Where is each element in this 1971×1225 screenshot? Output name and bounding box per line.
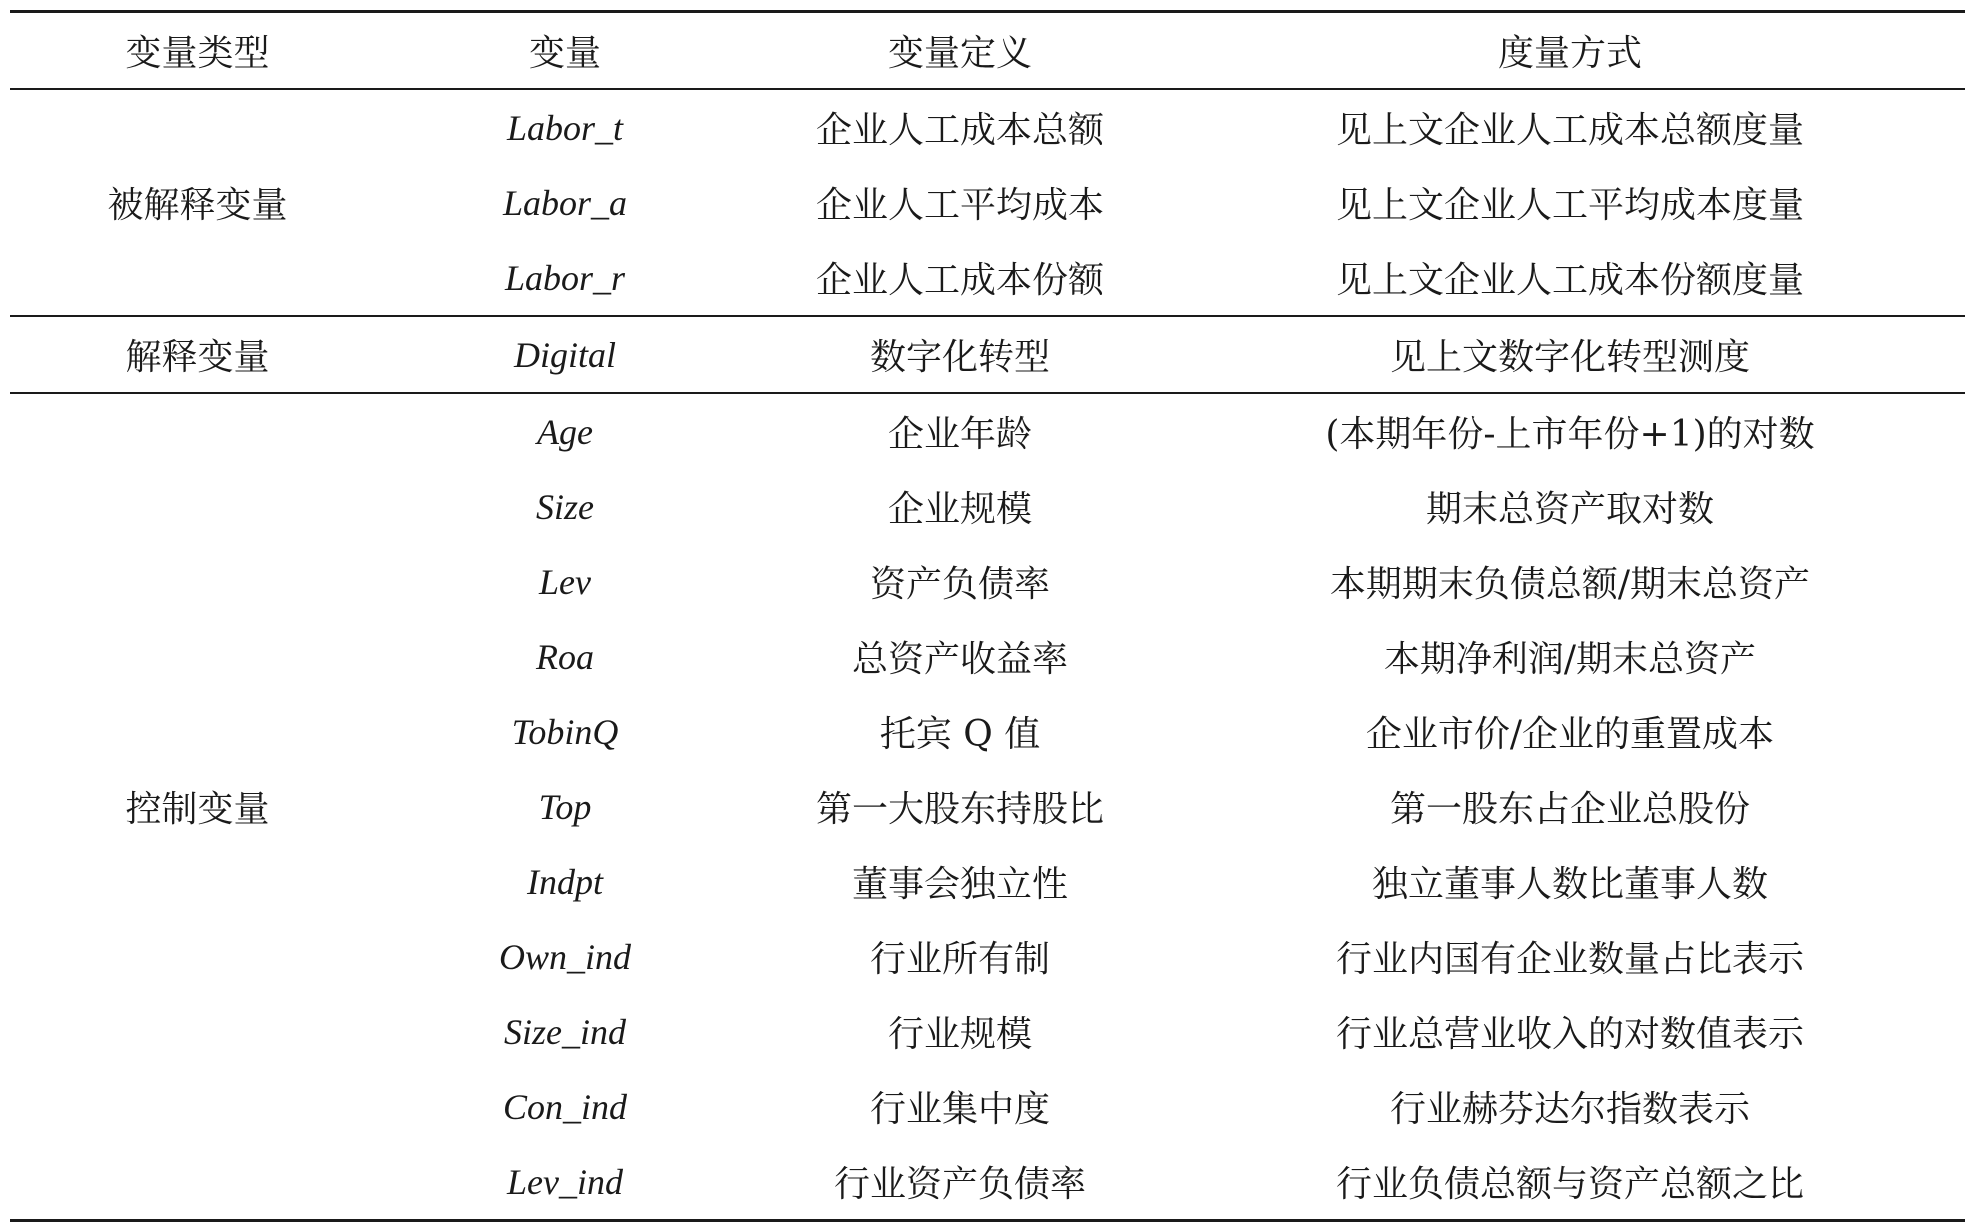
variable-definition-cell: 数字化转型	[869, 337, 1050, 378]
measurement-method-cell: 行业赫芬达尔指数表示	[1389, 1089, 1750, 1130]
measurement-method-cell: 企业市价/企业的重置成本	[1365, 714, 1775, 755]
variable-name-cell: TobinQ	[511, 711, 619, 752]
variable-name-cell: Roa	[536, 636, 594, 677]
measurement-method-cell: 本期净利润/期末总资产	[1383, 639, 1757, 680]
variable-name-cell: Lev	[539, 561, 591, 602]
variable-definition-cell: 第一大股东持股比	[815, 789, 1104, 830]
variable-definition-cell: 企业人工成本总额	[815, 110, 1104, 151]
table-row	[10, 316, 1965, 393]
measurement-method-cell: (本期年份-上市年份+1)的对数	[1325, 414, 1815, 455]
header-variable-type: 变量类型	[125, 33, 270, 74]
header-row	[10, 12, 1965, 90]
variable-name-cell: Lev_ind	[507, 1161, 623, 1202]
header-variable-definition: 变量定义	[887, 33, 1032, 74]
variable-definition-cell: 托宾 Q 值	[879, 714, 1041, 755]
variable-name-cell: Con_ind	[502, 1086, 627, 1127]
variable-name-cell: Indpt	[527, 861, 603, 902]
variable-definition-cell: 总资产收益率	[851, 639, 1068, 680]
measurement-method-cell: 第一股东占企业总股份	[1389, 789, 1750, 830]
measurement-method-cell: 见上文企业人工成本份额度量	[1335, 260, 1804, 301]
measurement-method-cell: 行业内国有企业数量占比表示	[1335, 939, 1804, 980]
header-variable: 变量	[528, 33, 601, 74]
variable-definition-cell: 资产负债率	[869, 564, 1050, 605]
variable-type-cell: 控制变量	[125, 789, 270, 830]
measurement-method-cell: 行业负债总额与资产总额之比	[1335, 1164, 1804, 1205]
variable-definition-cell: 企业规模	[887, 489, 1032, 530]
variable-name-cell: Top	[538, 786, 592, 827]
variable-definition-cell: 行业集中度	[869, 1089, 1050, 1130]
header-measurement-method: 度量方式	[1497, 33, 1642, 74]
variable-definition-cell: 行业规模	[887, 1014, 1032, 1055]
variable-definition-cell: 企业人工平均成本	[815, 185, 1104, 226]
variable-definition-cell: 企业年龄	[887, 414, 1032, 455]
measurement-method-cell: 期末总资产取对数	[1425, 489, 1714, 530]
variable-type-cell: 被解释变量	[107, 185, 288, 226]
variable-name-cell: Labor_r	[504, 257, 626, 298]
variable-definition-cell: 企业人工成本份额	[815, 260, 1104, 301]
variable-name-cell: Own_ind	[498, 936, 631, 977]
table-row	[10, 393, 1965, 469]
table-row	[10, 89, 1965, 165]
variable-name-cell: Size_ind	[504, 1011, 626, 1052]
variable-type-cell: 解释变量	[125, 337, 270, 378]
variable-definition-cell: 行业所有制	[869, 939, 1050, 980]
measurement-method-cell: 独立董事人数比董事人数	[1371, 864, 1768, 905]
variable-definition-cell: 行业资产负债率	[833, 1164, 1086, 1205]
measurement-method-cell: 见上文企业人工成本总额度量	[1335, 110, 1804, 151]
variable-definition-table	[10, 10, 1965, 1222]
table-body	[10, 89, 1965, 1221]
measurement-method-cell: 见上文数字化转型测度	[1389, 337, 1750, 378]
variable-name-cell: Labor_a	[502, 182, 628, 223]
measurement-method-cell: 本期期末负债总额/期末总资产	[1329, 564, 1811, 605]
variable-definition-cell: 董事会独立性	[851, 864, 1068, 905]
measurement-method-cell: 行业总营业收入的对数值表示	[1335, 1014, 1804, 1055]
variable-name-cell: Labor_t	[506, 107, 624, 148]
variable-name-cell: Digital	[513, 334, 616, 375]
variable-name-cell: Size	[536, 486, 594, 527]
table-header	[10, 12, 1965, 90]
variable-name-cell: Age	[537, 411, 593, 452]
measurement-method-cell: 见上文企业人工平均成本度量	[1335, 185, 1804, 226]
